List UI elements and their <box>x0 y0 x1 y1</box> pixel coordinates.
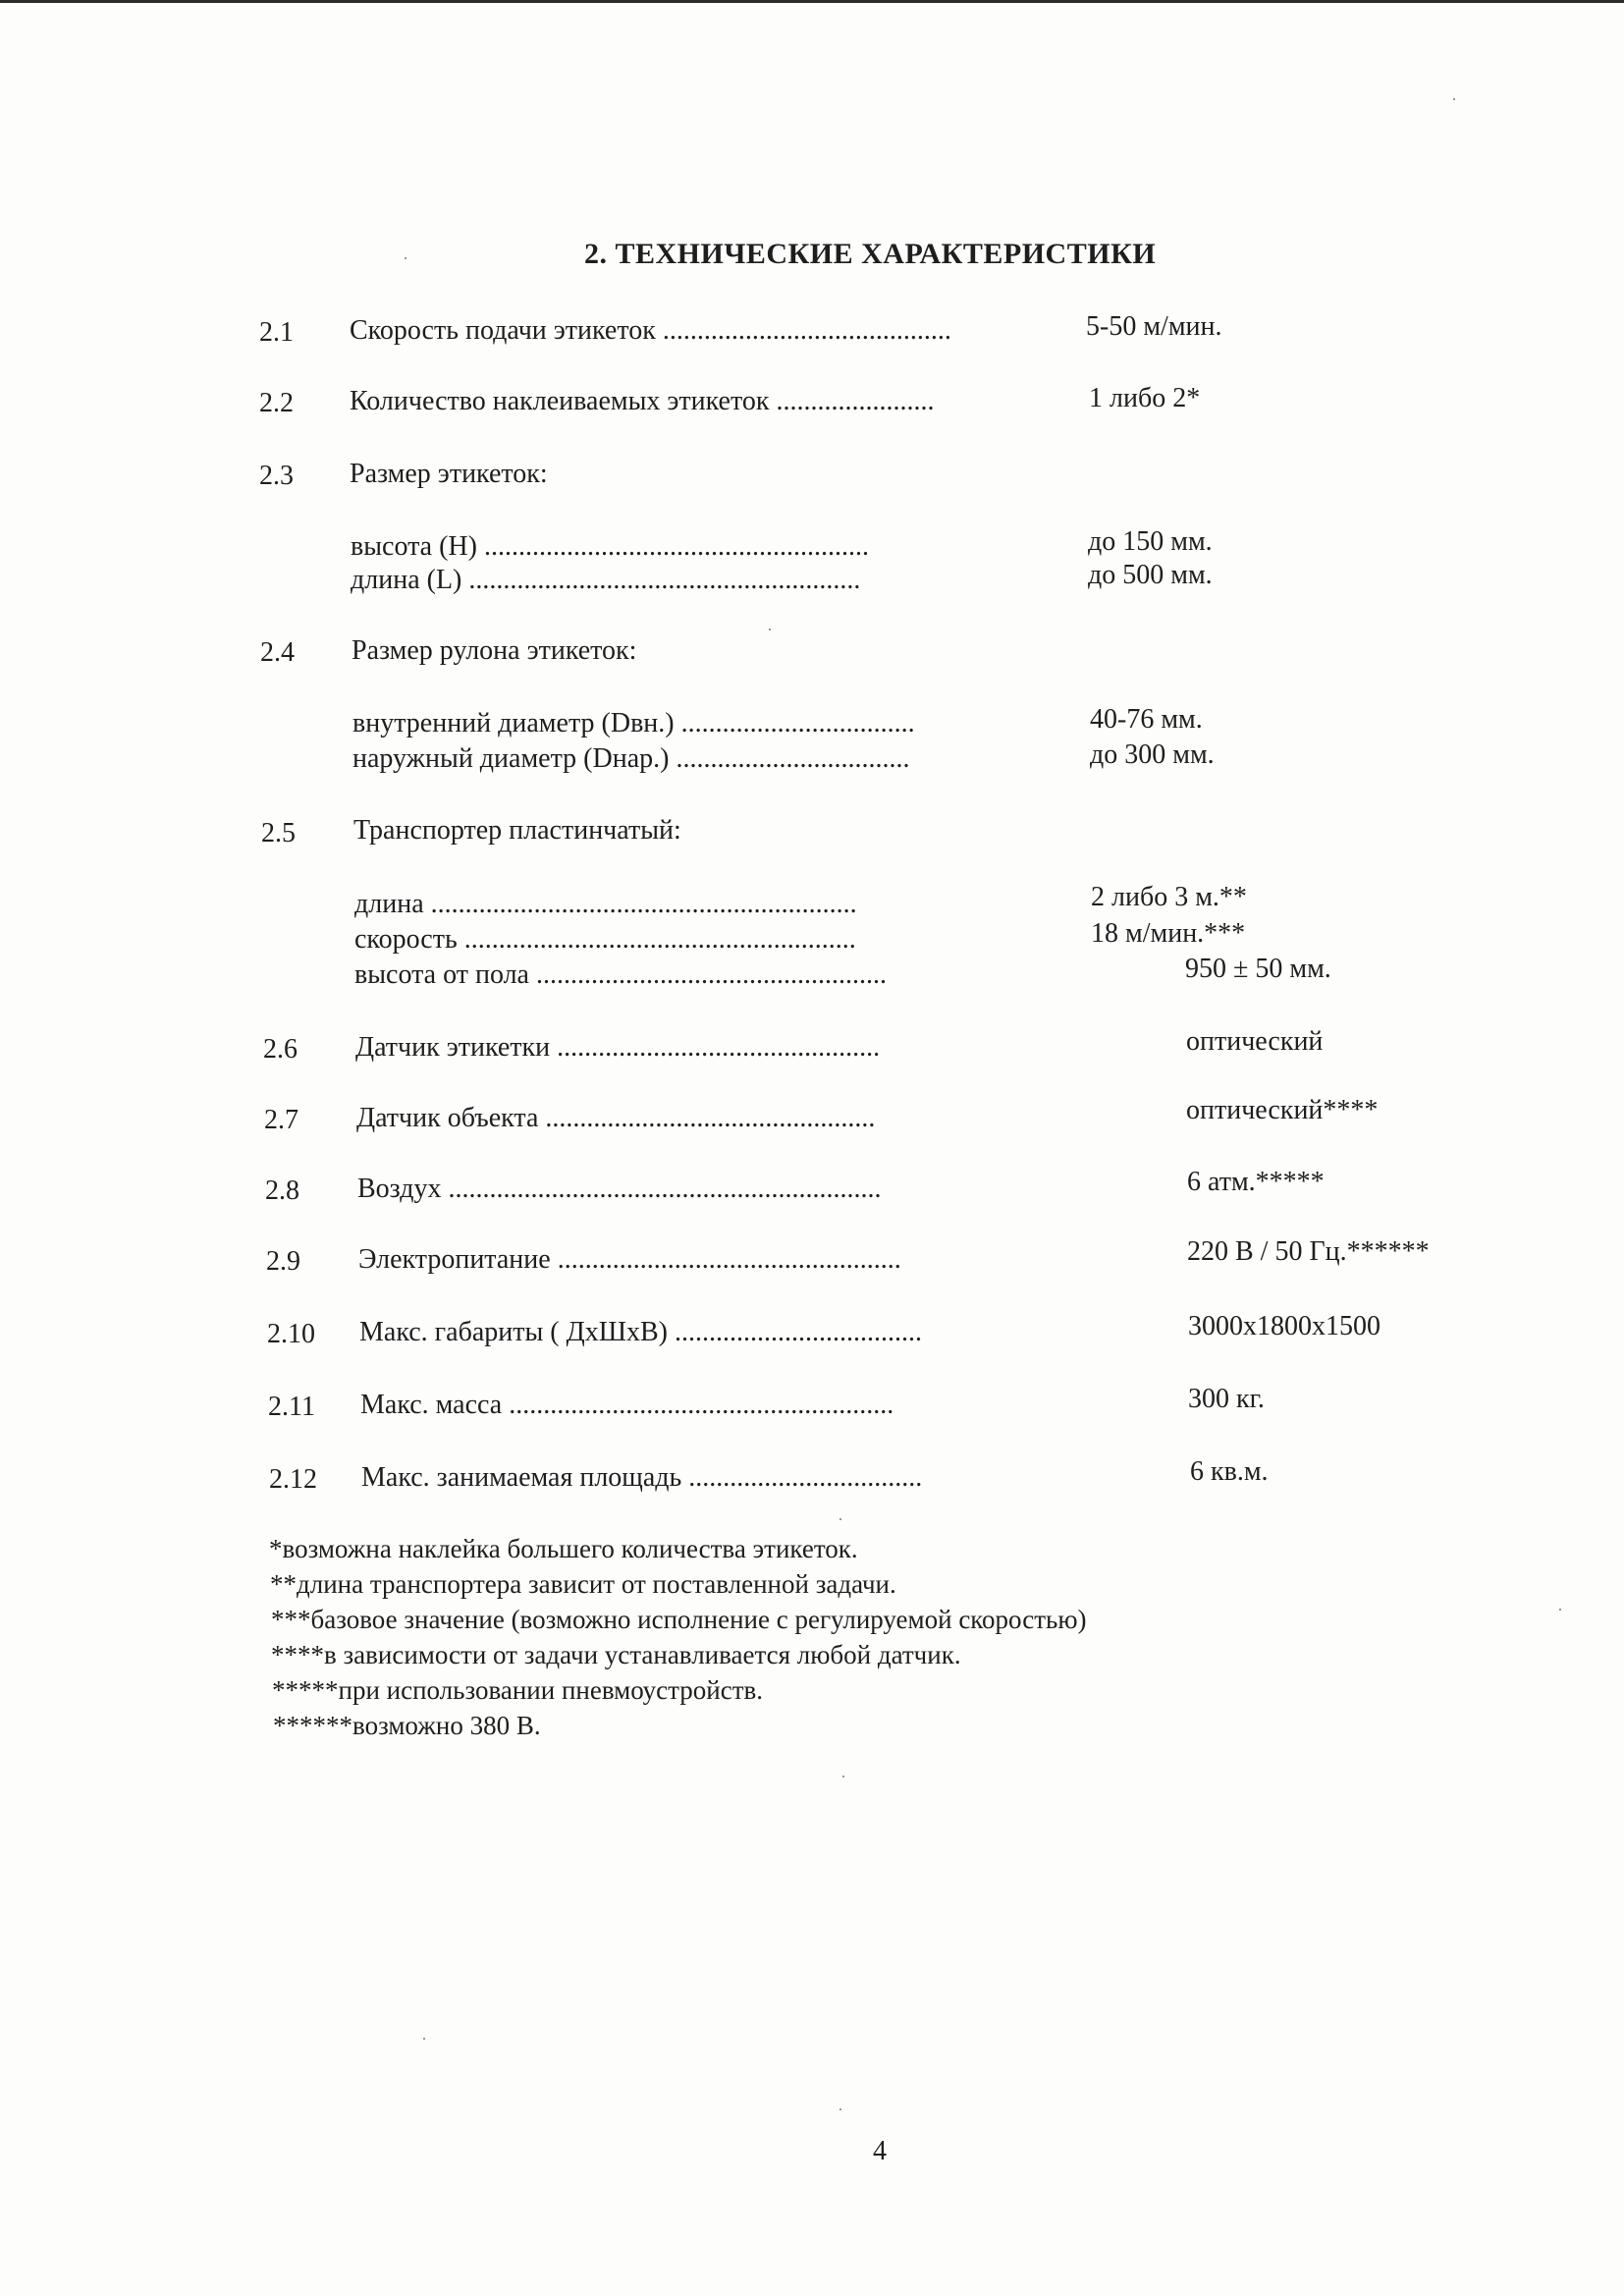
spec-label: Электропитание .................................................. <box>358 1244 901 1275</box>
footnote: ***базовое значение (возможно исполнение с регулируемой скоростью) <box>271 1605 1087 1634</box>
footnote: ****в зависимости от задачи устанавливается любой датчик. <box>271 1640 961 1669</box>
spec-value: оптический <box>1186 1026 1324 1057</box>
scan-speck <box>769 629 771 630</box>
spec-value: оптический**** <box>1186 1095 1379 1125</box>
spec-label: Воздух ............................................................... <box>357 1174 882 1204</box>
spec-value: 1 либо 2* <box>1089 383 1201 413</box>
spec-number: 2.3 <box>259 461 294 491</box>
spec-number: 2.11 <box>268 1392 315 1422</box>
spec-value: 6 кв.м. <box>1190 1456 1269 1487</box>
footnote: *возможна наклейка большего количества этикеток. <box>269 1534 858 1563</box>
page-number: 4 <box>873 2136 887 2166</box>
spec-value: 5-50 м/мин. <box>1086 311 1222 342</box>
spec-label: Размер этикеток: <box>350 459 548 489</box>
spec-label: Макс. габариты ( ДхШхВ) .................................... <box>359 1317 922 1347</box>
spec-sub-value: 18 м/мин.*** <box>1091 918 1246 949</box>
spec-number: 2.4 <box>260 637 295 668</box>
spec-sub-label: наружный диаметр (Dнар.) .................................. <box>352 743 910 774</box>
spec-label: Макс. масса ........................................................ <box>360 1390 894 1420</box>
scan-top-edge <box>0 0 1624 3</box>
spec-label: Размер рулона этикеток: <box>352 635 637 666</box>
scan-speck <box>423 2038 425 2040</box>
spec-sub-value: до 500 мм. <box>1088 560 1213 590</box>
spec-sub-value: до 300 мм. <box>1090 739 1215 770</box>
spec-number: 2.8 <box>265 1175 299 1206</box>
scan-speck <box>1559 1609 1561 1611</box>
spec-sub-label: длина (L) ......................................................... <box>351 565 861 595</box>
spec-number: 2.9 <box>266 1246 300 1277</box>
spec-sub-label: длина .............................................................. <box>354 889 857 919</box>
scan-speck <box>842 1776 844 1777</box>
footnote: *****при использовании пневмоустройств. <box>272 1675 764 1705</box>
section-title: 2. ТЕХНИЧЕСКИЕ ХАРАКТЕРИСТИКИ <box>584 238 1157 270</box>
scan-speck <box>405 257 406 259</box>
spec-sub-value: 40-76 мм. <box>1090 704 1203 735</box>
spec-number: 2.6 <box>263 1034 298 1065</box>
spec-sub-label: высота (H) ........................................................ <box>351 531 869 562</box>
spec-number: 2.12 <box>269 1464 317 1495</box>
spec-label: Транспортер пластинчатый: <box>353 815 681 846</box>
spec-label: Количество наклеиваемых этикеток ....................... <box>350 386 935 416</box>
spec-sub-value: 950 ± 50 мм. <box>1185 954 1331 984</box>
spec-sub-label: скорость ......................................................... <box>354 924 856 955</box>
spec-number: 2.1 <box>259 317 294 348</box>
spec-label: Скорость подачи этикеток .......................................... <box>350 315 951 346</box>
footnote: ******возможно 380 В. <box>273 1711 541 1740</box>
spec-value: 300 кг. <box>1188 1384 1265 1414</box>
scan-speck <box>839 2108 841 2110</box>
footnote: **длина транспортера зависит от поставленной задачи. <box>270 1569 896 1599</box>
spec-label: Датчик объекта ................................................ <box>356 1103 876 1133</box>
scan-speck <box>1453 98 1455 100</box>
spec-sub-label: высота от пола ................................................... <box>354 959 887 990</box>
scan-speck <box>839 1518 841 1520</box>
spec-sub-label: внутренний диаметр (Dвн.) .................................. <box>352 708 915 738</box>
spec-value: 220 В / 50 Гц.****** <box>1187 1236 1430 1267</box>
spec-number: 2.7 <box>264 1105 298 1135</box>
spec-sub-value: до 150 мм. <box>1088 526 1213 557</box>
spec-label: Датчик этикетки ............................................... <box>355 1032 881 1063</box>
spec-sub-value: 2 либо 3 м.** <box>1091 882 1247 912</box>
spec-number: 2.5 <box>261 818 296 848</box>
spec-label: Макс. занимаемая площадь .................................. <box>361 1462 923 1493</box>
spec-value: 3000х1800х1500 <box>1188 1311 1380 1341</box>
spec-number: 2.10 <box>267 1319 315 1349</box>
spec-number: 2.2 <box>259 388 294 418</box>
spec-value: 6 атм.***** <box>1187 1167 1325 1197</box>
